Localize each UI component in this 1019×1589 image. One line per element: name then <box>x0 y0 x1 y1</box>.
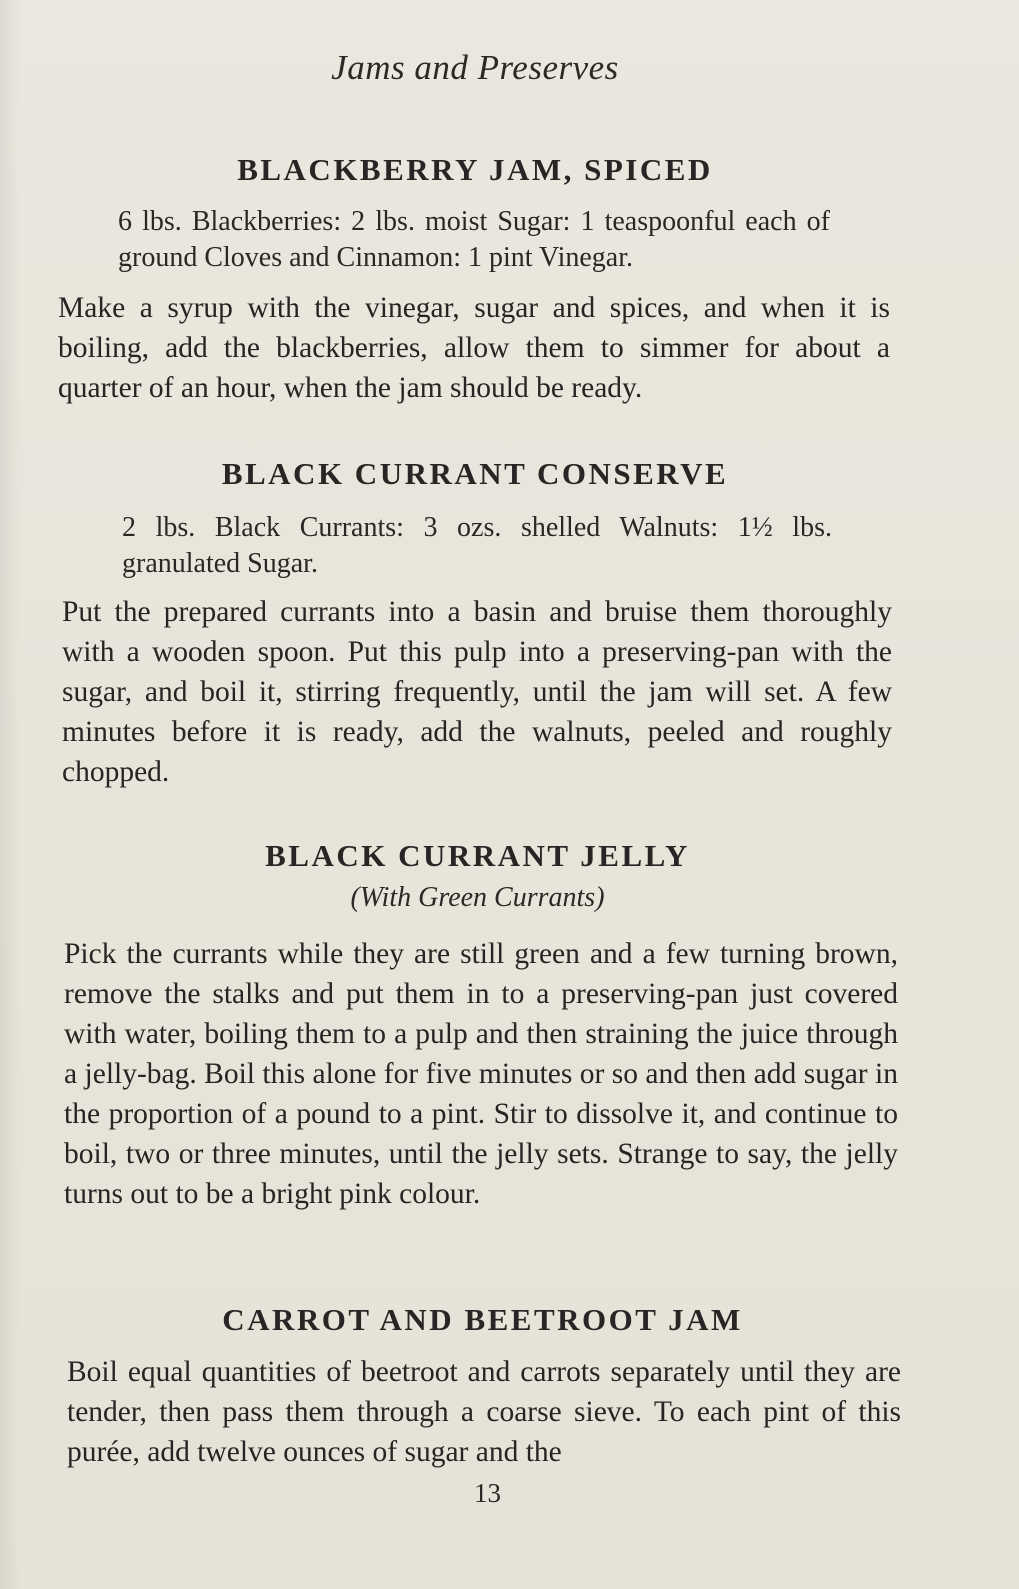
page-number: 13 <box>474 1478 501 1508</box>
recipe-title: BLACKBERRY JAM, SPICED <box>237 152 713 187</box>
recipe-method: Boil equal quantities of beetroot and carrots separately until they are tender, then pass them through a coarse sieve. To each pint of this purée, add twelve ounces of sugar and the <box>67 1356 901 1468</box>
recipe-blackberry-jam-spiced <box>0 152 1019 188</box>
recipe-method: Pick the currants while they are still green and a few turning brown, remove the stalks and put them in to a preserving-pan just covered with water, boiling them to a pulp and then straining the juice through a jelly-bag. Boil this alone for five minutes or so and then add sugar in the proportion of a pound to a pint. Stir to dissolve it, and continue to boil, two or three minutes, until the jelly sets. Strange to say, the jelly turns out to be a bright pink colour. <box>64 938 898 1210</box>
recipe-ingredients: 2 lbs. Black Currants: 3 ozs. shelled Walnuts: 1½ lbs. granulated Sugar. <box>122 512 832 579</box>
recipe-black-currant-conserve <box>0 456 1019 492</box>
recipe-method: Make a syrup with the vinegar, sugar and spices, and when it is boiling, add the blackberries, allow them to simmer for about a quarter of an hour, when the jam should be ready. <box>58 292 890 404</box>
recipe-title: BLACK CURRANT CONSERVE <box>221 456 729 491</box>
recipe-ingredients: 6 lbs. Blackberries: 2 lbs. moist Sugar: 1 teaspoonful each of ground Cloves and Cinnamon: 1 pint Vinegar. <box>118 206 830 273</box>
recipe-method: Put the prepared currants into a basin and bruise them thoroughly with a wooden spoon. Put this pulp into a preserving-pan with the sugar, and boil it, stirring frequently, until the jam will set. A few minutes before it is ready, add the walnuts, peeled and roughly chopped. <box>62 596 892 788</box>
recipe-title: CARROT AND BEETROOT JAM <box>222 1302 743 1337</box>
recipe-black-currant-jelly <box>0 838 1019 914</box>
recipe-subtitle: (With Green Currants) <box>350 882 605 913</box>
recipe-title: BLACK CURRANT JELLY <box>265 838 690 873</box>
recipe-carrot-and-beetroot-jam <box>0 1302 1019 1338</box>
running-head: Jams and Preserves <box>331 48 619 87</box>
